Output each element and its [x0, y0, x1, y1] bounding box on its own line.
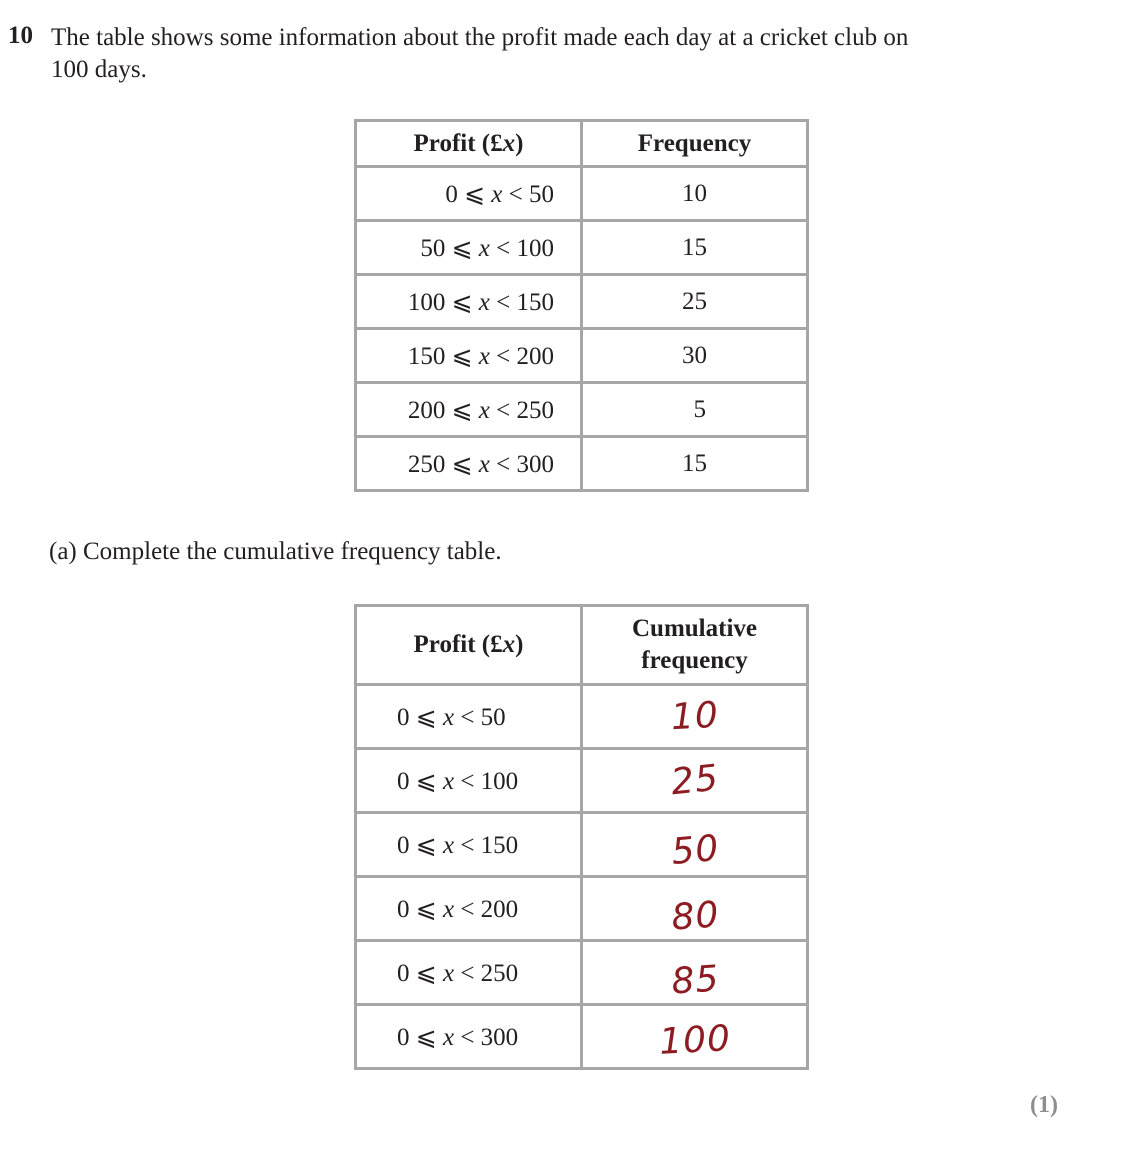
cumulative-answer-cell[interactable] — [582, 685, 808, 749]
frequency-cell: 15 — [582, 437, 808, 491]
profit-range-cell: 0 ⩽ x < 100 — [356, 749, 582, 813]
table-row — [356, 275, 808, 329]
profit-range-cell: 150 ⩽ x < 200 — [356, 329, 582, 383]
cumulative-frequency-table — [354, 604, 809, 1070]
part-a-instruction: (a) Complete the cumulative frequency table. — [49, 538, 502, 565]
profit-column-header: Profit (£x) — [356, 121, 582, 167]
cumulative-answer-cell[interactable] — [582, 813, 808, 877]
cumulative-header-line-1: Cumulative — [632, 615, 757, 642]
profit-range-cell: 0 ⩽ x < 200 — [356, 877, 582, 941]
table-row — [356, 813, 808, 877]
frequency-cell: 15 — [582, 221, 808, 275]
table-row — [356, 1005, 808, 1069]
table-row — [356, 167, 808, 221]
table-row — [356, 437, 808, 491]
table-row — [356, 685, 808, 749]
profit-range-cell: 250 ⩽ x < 300 — [356, 437, 582, 491]
marks-indicator: (1) — [1030, 1092, 1058, 1118]
profit-range-cell: 0 ⩽ x < 300 — [356, 1005, 582, 1069]
cumulative-answer-cell[interactable] — [582, 749, 808, 813]
handwritten-answer: 100 — [657, 1018, 732, 1063]
profit-range-cell: 100 ⩽ x < 150 — [356, 275, 582, 329]
profit-range-cell: 0 ⩽ x < 150 — [356, 813, 582, 877]
handwritten-answer: 80 — [669, 894, 721, 939]
profit-column-header: Profit (£x) — [356, 606, 582, 685]
frequency-cell: 30 — [582, 329, 808, 383]
cumulative-frequency-column-header — [582, 606, 808, 685]
profit-range-cell: 0 ⩽ x < 50 — [356, 167, 582, 221]
table-row — [356, 749, 808, 813]
cumulative-answer-cell[interactable] — [582, 877, 808, 941]
handwritten-answer: 25 — [668, 757, 721, 804]
cumulative-header-line-2: frequency — [641, 647, 748, 674]
frequency-cell: 25 — [582, 275, 808, 329]
handwritten-answer: 85 — [669, 958, 721, 1003]
cumulative-answer-cell[interactable] — [582, 941, 808, 1005]
table-row — [356, 329, 808, 383]
table-row — [356, 941, 808, 1005]
question-text-line-2: 100 days. — [51, 56, 147, 83]
frequency-cell: 5 — [582, 383, 808, 437]
profit-range-cell: 50 ⩽ x < 100 — [356, 221, 582, 275]
handwritten-answer: 10 — [669, 694, 720, 739]
handwritten-answer: 50 — [669, 827, 721, 873]
frequency-table — [354, 119, 809, 492]
table-row — [356, 383, 808, 437]
profit-range-cell: 0 ⩽ x < 250 — [356, 941, 582, 1005]
cumulative-answer-cell[interactable] — [582, 1005, 808, 1069]
frequency-cell: 10 — [582, 167, 808, 221]
question-number: 10 — [8, 22, 33, 49]
frequency-table-header-row — [356, 121, 808, 167]
profit-range-cell: 200 ⩽ x < 250 — [356, 383, 582, 437]
question-text-line-1: The table shows some information about the profit made each day at a cricket club on — [51, 24, 909, 51]
profit-range-cell: 0 ⩽ x < 50 — [356, 685, 582, 749]
table-row — [356, 877, 808, 941]
cumulative-table-header-row — [356, 606, 808, 685]
frequency-column-header: Frequency — [582, 121, 808, 167]
table-row — [356, 221, 808, 275]
